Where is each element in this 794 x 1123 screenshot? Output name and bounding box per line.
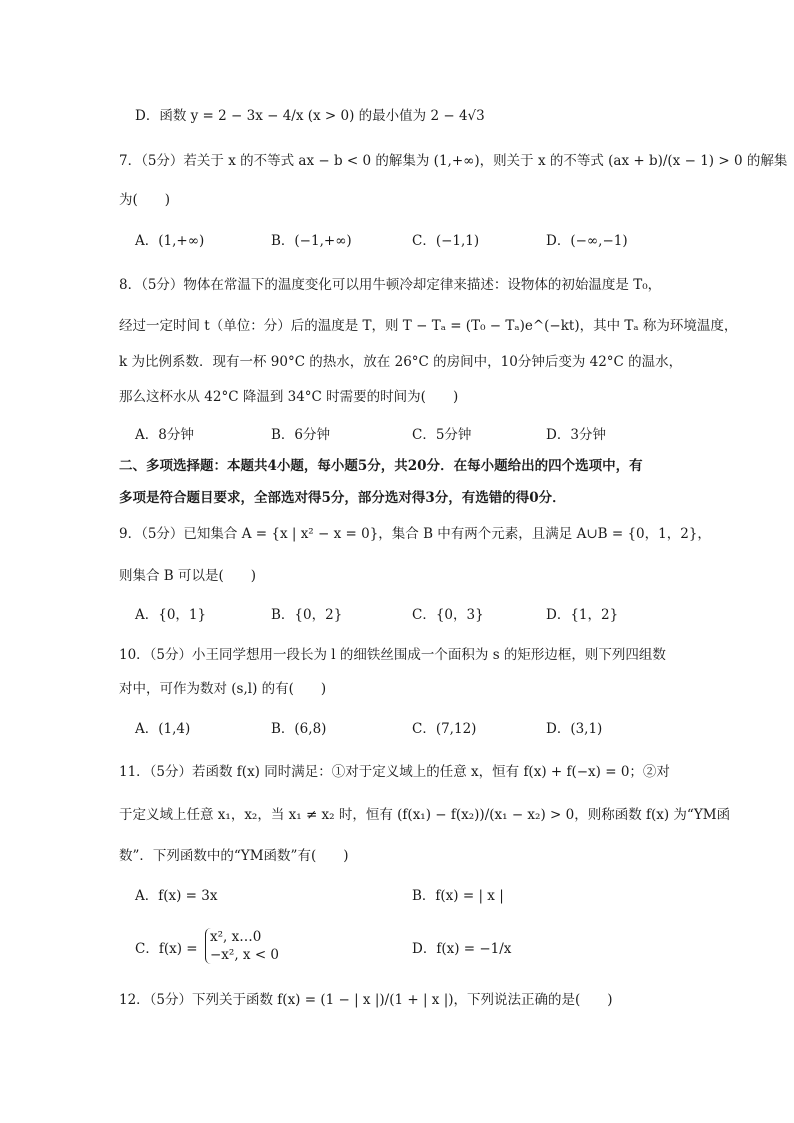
q9-stem-line1: 9．（5分）已知集合 A = {x | x² − x = 0}，集合 B 中有两个元素，且满足 A∪B = {0，1，2}， bbox=[119, 526, 711, 542]
q11-stem-line2: 于定义域上任意 x₁，x₂，当 x₁ ≠ x₂ 时，恒有 (f(x₁) − f(x₂))/(x₁ − x₂) > 0，则称函数 f(x) 为“YM函 bbox=[119, 807, 731, 823]
q11-option-a: A．f(x) = 3x bbox=[135, 888, 218, 904]
q7-option-c: C．(−1,1) bbox=[412, 233, 480, 249]
q12-stem-line1: 12．（5分）下列关于函数 f(x) = (1 − | x |)/(1 + | x |)，下列说法正确的是( ) bbox=[119, 992, 613, 1008]
q10-option-b: B．(6,8) bbox=[271, 721, 327, 737]
q11-option-b: B．f(x) = | x | bbox=[412, 888, 504, 904]
q9-option-b: B．{0，2} bbox=[271, 607, 343, 623]
q10-stem-line2: 对中，可作为数对 (s,l) 的有( ) bbox=[119, 681, 327, 697]
q11-option-d: D．f(x) = −1/x bbox=[412, 941, 512, 957]
q11-option-c-label: C．f(x) = bbox=[135, 941, 198, 957]
q8-option-b: B．6分钟 bbox=[271, 427, 331, 443]
section2-heading-line2: 多项是符合题目要求，全部选对得5分，部分选对得3分，有选错的得0分． bbox=[119, 490, 566, 506]
q8-stem-line1: 8．（5分）物体在常温下的温度变化可以用牛顿冷却定律来描述：设物体的初始温度是 T₀， bbox=[119, 277, 662, 293]
q11-option-c-cases bbox=[205, 928, 279, 964]
q11-stem-line1: 11．（5分）若函数 f(x) 同时满足：①对于定义域上的任意 x，恒有 f(x) + f(−x) = 0；②对 bbox=[119, 764, 670, 780]
q11-option-c-case1: x², x…0 bbox=[210, 929, 262, 945]
q11-option-c-case2: −x², x < 0 bbox=[210, 947, 280, 963]
q7-option-d: D．(−∞,−1) bbox=[546, 233, 628, 249]
q10-option-d: D．(3,1) bbox=[546, 721, 603, 737]
q7-stem-line2: 为( ) bbox=[119, 192, 171, 208]
q9-option-d: D．{1，2} bbox=[546, 607, 619, 623]
q10-stem-line1: 10．（5分）小王同学想用一段长为 l 的细铁丝围成一个面积为 s 的矩形边框，则下列四组数 bbox=[119, 647, 666, 663]
q8-stem-line3: k 为比例系数．现有一杯 90°C 的热水，放在 26°C 的房间中，10分钟后变为 42°C 的温水， bbox=[119, 354, 683, 370]
q6-option-d: D．函数 y = 2 − 3x − 4/x (x > 0) 的最小值为 2 − 4√3 bbox=[135, 108, 485, 124]
q11-stem-line3: 数”．下列函数中的“YM函数”有( ) bbox=[119, 848, 349, 864]
q8-option-d: D．3分钟 bbox=[546, 427, 606, 443]
q9-option-a: A．{0，1} bbox=[135, 607, 207, 623]
q8-stem-line4: 那么这杯水从 42°C 降温到 34°C 时需要的时间为( ) bbox=[119, 389, 459, 405]
q9-stem-line2: 则集合 B 可以是( ) bbox=[119, 568, 257, 584]
q7-option-a: A．(1,+∞) bbox=[135, 233, 205, 249]
q7-stem-line1: 7．（5分）若关于 x 的不等式 ax − b < 0 的解集为 (1,+∞)，则关于 x 的不等式 (ax + b)/(x − 1) > 0 的解集 bbox=[119, 153, 788, 169]
q9-option-c: C．{0，3} bbox=[412, 607, 484, 623]
section2-heading-line1: 二、多项选择题：本题共4小题，每小题5分，共20分．在每小题给出的四个选项中，有 bbox=[119, 458, 643, 474]
q10-option-a: A．(1,4) bbox=[135, 721, 191, 737]
q8-option-a: A．8分钟 bbox=[135, 427, 194, 443]
q8-option-c: C．5分钟 bbox=[412, 427, 472, 443]
piecewise-brace bbox=[205, 928, 279, 964]
q7-option-b: B．(−1,+∞) bbox=[271, 233, 352, 249]
q8-stem-line2: 经过一定时间 t（单位：分）后的温度是 T，则 T − Tₐ = (T₀ − Tₐ)e^(−kt)，其中 Tₐ 称为环境温度， bbox=[119, 318, 738, 334]
q10-option-c: C．(7,12) bbox=[412, 721, 477, 737]
